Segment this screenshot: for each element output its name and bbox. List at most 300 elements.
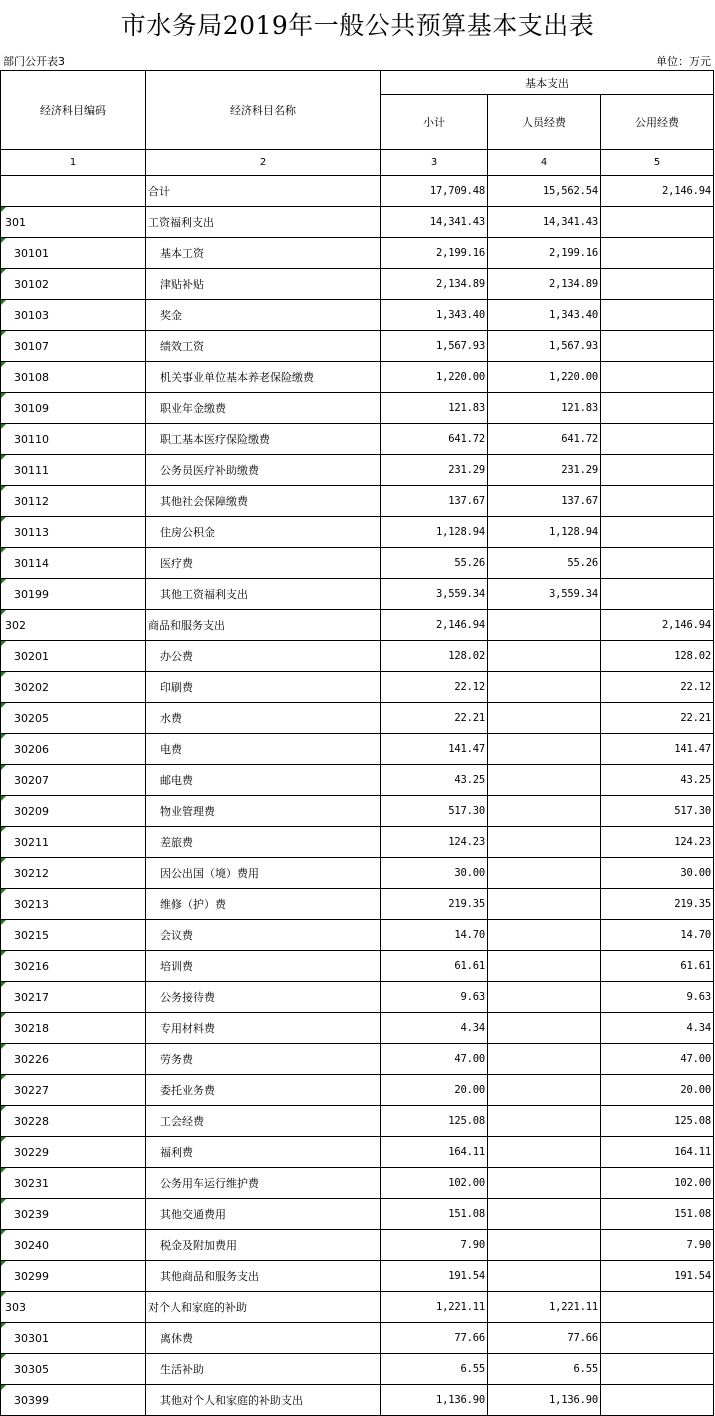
account-name-cell bbox=[146, 827, 381, 858]
account-code-cell bbox=[1, 1230, 146, 1261]
public-cell bbox=[601, 734, 714, 765]
account-code-cell-text: 30209 bbox=[14, 804, 49, 818]
public-cell bbox=[601, 610, 714, 641]
account-name-cell bbox=[146, 362, 381, 393]
account-name-cell bbox=[146, 1106, 381, 1137]
account-name-cell-text: 维修（护）费 bbox=[160, 898, 226, 911]
account-name-cell bbox=[146, 548, 381, 579]
cell-marker-icon bbox=[1, 1261, 6, 1266]
account-code-cell-text: 30218 bbox=[14, 1021, 49, 1035]
subtotal-cell-text: 141.47 bbox=[448, 743, 485, 755]
account-code-cell bbox=[1, 548, 146, 579]
account-code-cell-text: 30103 bbox=[14, 308, 49, 322]
subtotal-cell-text: 47.00 bbox=[454, 1053, 485, 1065]
public-cell-text: 151.08 bbox=[674, 1208, 711, 1220]
personnel-cell bbox=[488, 455, 601, 486]
subtotal-cell-text: 61.61 bbox=[454, 960, 485, 972]
account-code-cell-text: 30111 bbox=[14, 463, 49, 477]
col-index-5: 5 bbox=[601, 150, 714, 176]
account-code-cell-text: 30113 bbox=[14, 525, 49, 539]
account-code-cell bbox=[1, 796, 146, 827]
cell-marker-icon bbox=[1, 641, 6, 646]
page-title: 市水务局2019年一般公共预算基本支出表 bbox=[120, 11, 595, 40]
cell-marker-icon bbox=[1, 269, 6, 274]
table-row bbox=[1, 827, 714, 858]
public-cell-text: 517.30 bbox=[674, 805, 711, 817]
subtotal-cell bbox=[381, 362, 488, 393]
account-name-cell-text: 对个人和家庭的补助 bbox=[148, 1301, 247, 1314]
personnel-cell bbox=[488, 424, 601, 455]
personnel-cell bbox=[488, 672, 601, 703]
personnel-cell-text: 641.72 bbox=[561, 433, 598, 445]
account-name-cell bbox=[146, 951, 381, 982]
personnel-cell bbox=[488, 1044, 601, 1075]
table-row bbox=[1, 1199, 714, 1230]
account-code-cell-text: 30229 bbox=[14, 1145, 49, 1159]
account-code-cell-text: 302 bbox=[5, 618, 26, 632]
public-cell-text: 61.61 bbox=[680, 960, 711, 972]
subtotal-cell bbox=[381, 610, 488, 641]
account-name-cell-text: 生活补助 bbox=[160, 1363, 204, 1376]
table-row bbox=[1, 362, 714, 393]
account-name-cell bbox=[146, 1137, 381, 1168]
public-cell bbox=[601, 238, 714, 269]
personnel-cell-text: 1,128.94 bbox=[549, 526, 598, 538]
account-code-cell bbox=[1, 1385, 146, 1416]
table-row bbox=[1, 1230, 714, 1261]
cell-marker-icon bbox=[1, 331, 6, 336]
public-cell-text: 141.47 bbox=[674, 743, 711, 755]
account-name-cell-text: 公务用车运行维护费 bbox=[160, 1177, 259, 1190]
public-cell bbox=[601, 1137, 714, 1168]
table-row bbox=[1, 1385, 714, 1416]
personnel-cell bbox=[488, 238, 601, 269]
subtotal-cell-text: 30.00 bbox=[454, 867, 485, 879]
cell-marker-icon bbox=[1, 1385, 6, 1390]
subtotal-cell bbox=[381, 951, 488, 982]
cell-marker-icon bbox=[1, 796, 6, 801]
personnel-cell bbox=[488, 1199, 601, 1230]
table-row bbox=[1, 548, 714, 579]
account-code-cell-text: 30102 bbox=[14, 277, 49, 291]
subtotal-cell bbox=[381, 920, 488, 951]
cell-marker-icon bbox=[1, 1230, 6, 1235]
subtotal-cell bbox=[381, 1354, 488, 1385]
account-code-cell bbox=[1, 951, 146, 982]
subtotal-cell-text: 1,567.93 bbox=[436, 340, 485, 352]
public-cell-text: 128.02 bbox=[674, 650, 711, 662]
subtotal-cell-text: 14.70 bbox=[454, 929, 485, 941]
account-code-cell bbox=[1, 672, 146, 703]
subtotal-cell-text: 2,146.94 bbox=[436, 619, 485, 631]
account-code-cell-text: 30201 bbox=[14, 649, 49, 663]
personnel-cell bbox=[488, 207, 601, 238]
personnel-cell bbox=[488, 1075, 601, 1106]
account-name-cell-text: 商品和服务支出 bbox=[148, 619, 225, 632]
personnel-cell bbox=[488, 486, 601, 517]
public-cell-text: 124.23 bbox=[674, 836, 711, 848]
cell-marker-icon bbox=[1, 1013, 6, 1018]
personnel-cell-text: 1,343.40 bbox=[549, 309, 598, 321]
account-name-cell-text: 职业年金缴费 bbox=[160, 402, 226, 415]
public-cell bbox=[601, 1230, 714, 1261]
subtotal-cell bbox=[381, 1137, 488, 1168]
personnel-cell bbox=[488, 1013, 601, 1044]
table-row bbox=[1, 951, 714, 982]
header-row-1 bbox=[1, 71, 714, 95]
subtotal-cell bbox=[381, 455, 488, 486]
account-code-cell-text: 30211 bbox=[14, 835, 49, 849]
account-code-cell bbox=[1, 858, 146, 889]
account-code-cell bbox=[1, 486, 146, 517]
public-cell bbox=[601, 455, 714, 486]
account-name-cell-text: 机关事业单位基本养老保险缴费 bbox=[160, 371, 314, 384]
subtotal-cell bbox=[381, 1199, 488, 1230]
account-code-cell-text: 30199 bbox=[14, 587, 49, 601]
public-cell bbox=[601, 269, 714, 300]
account-name-cell bbox=[146, 300, 381, 331]
public-cell-text: 30.00 bbox=[680, 867, 711, 879]
account-code-cell-text: 30114 bbox=[14, 556, 49, 570]
account-code-cell-text: 30207 bbox=[14, 773, 49, 787]
account-code-cell bbox=[1, 1168, 146, 1199]
subtotal-cell-text: 4.34 bbox=[460, 1022, 485, 1034]
account-name-cell bbox=[146, 1354, 381, 1385]
account-name-cell-text: 住房公积金 bbox=[160, 526, 215, 539]
budget-table bbox=[0, 70, 714, 1416]
public-cell bbox=[601, 424, 714, 455]
account-name-cell-text: 其他商品和服务支出 bbox=[160, 1270, 259, 1283]
account-name-cell-text: 绩效工资 bbox=[160, 340, 204, 353]
cell-marker-icon bbox=[1, 982, 6, 987]
account-name-cell-text: 差旅费 bbox=[160, 836, 193, 849]
table-row bbox=[1, 1075, 714, 1106]
account-code-cell bbox=[1, 238, 146, 269]
col-index-3: 3 bbox=[381, 150, 488, 176]
subtotal-cell-text: 1,128.94 bbox=[436, 526, 485, 538]
account-code-cell-text: 30399 bbox=[14, 1393, 49, 1407]
account-code-cell-text: 301 bbox=[5, 215, 26, 229]
public-cell bbox=[601, 672, 714, 703]
personnel-cell bbox=[488, 641, 601, 672]
account-name-cell-text: 基本工资 bbox=[160, 247, 204, 260]
public-cell-text: 4.34 bbox=[686, 1022, 711, 1034]
account-name-cell bbox=[146, 331, 381, 362]
personnel-cell-text: 14,341.43 bbox=[542, 216, 598, 228]
account-name-cell-text: 劳务费 bbox=[160, 1053, 193, 1066]
col-index-2: 2 bbox=[146, 150, 381, 176]
account-name-cell bbox=[146, 641, 381, 672]
cell-marker-icon bbox=[1, 827, 6, 832]
cell-marker-icon bbox=[1, 858, 6, 863]
account-code-cell bbox=[1, 331, 146, 362]
subtotal-cell-text: 2,199.16 bbox=[436, 247, 485, 259]
cell-marker-icon bbox=[1, 238, 6, 243]
personnel-cell bbox=[488, 1292, 601, 1323]
personnel-cell bbox=[488, 1323, 601, 1354]
subtotal-cell bbox=[381, 889, 488, 920]
subtotal-cell bbox=[381, 1292, 488, 1323]
account-code-cell bbox=[1, 1013, 146, 1044]
public-cell bbox=[601, 827, 714, 858]
subtotal-cell-text: 20.00 bbox=[454, 1084, 485, 1096]
subtotal-cell-text: 164.11 bbox=[448, 1146, 485, 1158]
account-code-cell bbox=[1, 517, 146, 548]
subtotal-cell bbox=[381, 1168, 488, 1199]
subtotal-cell-text: 2,134.89 bbox=[436, 278, 485, 290]
header-public: 公用经费 bbox=[601, 95, 714, 150]
personnel-cell bbox=[488, 1168, 601, 1199]
public-cell-text: 219.35 bbox=[674, 898, 711, 910]
public-cell-text: 22.12 bbox=[680, 681, 711, 693]
public-cell bbox=[601, 1385, 714, 1416]
account-name-cell bbox=[146, 238, 381, 269]
subtotal-cell bbox=[381, 703, 488, 734]
account-name-cell-text: 物业管理费 bbox=[160, 805, 215, 818]
public-cell bbox=[601, 579, 714, 610]
public-cell-text: 191.54 bbox=[674, 1270, 711, 1282]
account-code-cell bbox=[1, 424, 146, 455]
cell-marker-icon bbox=[1, 1168, 6, 1173]
account-name-cell-text: 奖金 bbox=[160, 309, 182, 322]
table-row bbox=[1, 517, 714, 548]
account-code-cell-text: 30217 bbox=[14, 990, 49, 1004]
cell-marker-icon bbox=[1, 610, 6, 615]
personnel-cell bbox=[488, 796, 601, 827]
col-index-4: 4 bbox=[488, 150, 601, 176]
account-name-cell bbox=[146, 1199, 381, 1230]
subtotal-cell-text: 191.54 bbox=[448, 1270, 485, 1282]
public-cell bbox=[601, 889, 714, 920]
public-cell bbox=[601, 1044, 714, 1075]
subtotal-cell-text: 7.90 bbox=[460, 1239, 485, 1251]
account-code-cell-text: 30109 bbox=[14, 401, 49, 415]
subtotal-cell bbox=[381, 1013, 488, 1044]
cell-marker-icon bbox=[1, 393, 6, 398]
cell-marker-icon bbox=[1, 548, 6, 553]
account-name-cell-text: 印刷费 bbox=[160, 681, 193, 694]
personnel-cell bbox=[488, 858, 601, 889]
subtotal-cell-text: 128.02 bbox=[448, 650, 485, 662]
account-name-cell-text: 福利费 bbox=[160, 1146, 193, 1159]
personnel-cell bbox=[488, 1261, 601, 1292]
total-row bbox=[1, 176, 714, 207]
subtotal-cell-text: 3,559.34 bbox=[436, 588, 485, 600]
public-cell-text: 9.63 bbox=[686, 991, 711, 1003]
account-code-cell-text: 30107 bbox=[14, 339, 49, 353]
account-name-cell bbox=[146, 207, 381, 238]
account-name-cell bbox=[146, 920, 381, 951]
cell-marker-icon bbox=[1, 1323, 6, 1328]
cell-marker-icon bbox=[1, 1137, 6, 1142]
subtotal-cell bbox=[381, 672, 488, 703]
personnel-cell bbox=[488, 269, 601, 300]
public-cell bbox=[601, 486, 714, 517]
account-code-cell-text: 30212 bbox=[14, 866, 49, 880]
account-name-cell bbox=[146, 269, 381, 300]
account-code-cell bbox=[1, 207, 146, 238]
table-row bbox=[1, 703, 714, 734]
table-row bbox=[1, 858, 714, 889]
public-cell-text: 2,146.94 bbox=[662, 619, 711, 631]
cell-marker-icon bbox=[1, 207, 6, 212]
personnel-cell bbox=[488, 827, 601, 858]
account-code-cell bbox=[1, 703, 146, 734]
table-row bbox=[1, 641, 714, 672]
form-label: 部门公开表3 bbox=[3, 55, 65, 68]
account-code-cell bbox=[1, 641, 146, 672]
account-code-cell bbox=[1, 1323, 146, 1354]
subtotal-cell-text: 6.55 bbox=[460, 1363, 485, 1375]
table-row bbox=[1, 1261, 714, 1292]
cell-marker-icon bbox=[1, 1075, 6, 1080]
subtotal-cell bbox=[381, 1044, 488, 1075]
cell-marker-icon bbox=[1, 1354, 6, 1359]
account-code-cell bbox=[1, 1261, 146, 1292]
subtotal-cell bbox=[381, 269, 488, 300]
personnel-cell bbox=[488, 393, 601, 424]
personnel-cell-text: 77.66 bbox=[567, 1332, 598, 1344]
cell-marker-icon bbox=[1, 1106, 6, 1111]
table-row bbox=[1, 424, 714, 455]
account-code-cell bbox=[1, 1044, 146, 1075]
subtotal-cell-text: 55.26 bbox=[454, 557, 485, 569]
personnel-cell bbox=[488, 517, 601, 548]
cell-marker-icon bbox=[1, 1199, 6, 1204]
personnel-cell-text: 3,559.34 bbox=[549, 588, 598, 600]
account-name-cell bbox=[146, 393, 381, 424]
personnel-cell-text: 1,220.00 bbox=[549, 371, 598, 383]
personnel-cell bbox=[488, 703, 601, 734]
subtotal-cell-text: 125.08 bbox=[448, 1115, 485, 1127]
public-cell bbox=[601, 1106, 714, 1137]
personnel-cell bbox=[488, 889, 601, 920]
account-name-cell-text: 公务员医疗补助缴费 bbox=[160, 464, 259, 477]
account-name-cell bbox=[146, 765, 381, 796]
header-personnel: 人员经费 bbox=[488, 95, 601, 150]
account-name-cell-text: 其他社会保障缴费 bbox=[160, 495, 248, 508]
account-code-cell-text: 30112 bbox=[14, 494, 49, 508]
account-code-cell-text: 30240 bbox=[14, 1238, 49, 1252]
subtotal-cell-text: 1,343.40 bbox=[436, 309, 485, 321]
col-index-1: 1 bbox=[1, 150, 146, 176]
cell-marker-icon bbox=[1, 672, 6, 677]
total-code bbox=[1, 176, 146, 207]
subtotal-cell-text: 219.35 bbox=[448, 898, 485, 910]
subtotal-cell bbox=[381, 300, 488, 331]
cell-marker-icon bbox=[1, 362, 6, 367]
public-cell bbox=[601, 1075, 714, 1106]
personnel-cell bbox=[488, 1230, 601, 1261]
account-name-cell-text: 会议费 bbox=[160, 929, 193, 942]
account-name-cell-text: 其他工资福利支出 bbox=[160, 588, 248, 601]
table-row bbox=[1, 1137, 714, 1168]
account-code-cell bbox=[1, 362, 146, 393]
cell-marker-icon bbox=[1, 703, 6, 708]
account-name-cell bbox=[146, 1168, 381, 1199]
public-cell bbox=[601, 1013, 714, 1044]
public-cell bbox=[601, 300, 714, 331]
account-code-cell bbox=[1, 1354, 146, 1385]
account-code-cell-text: 30202 bbox=[14, 680, 49, 694]
account-name-cell bbox=[146, 1261, 381, 1292]
table-row bbox=[1, 1354, 714, 1385]
personnel-cell bbox=[488, 765, 601, 796]
subtotal-cell-text: 43.25 bbox=[454, 774, 485, 786]
account-code-cell bbox=[1, 1292, 146, 1323]
subtotal-cell-text: 641.72 bbox=[448, 433, 485, 445]
personnel-cell bbox=[488, 1106, 601, 1137]
account-name-cell-text: 委托业务费 bbox=[160, 1084, 215, 1097]
account-code-cell-text: 30299 bbox=[14, 1269, 49, 1283]
subtotal-cell bbox=[381, 207, 488, 238]
public-cell bbox=[601, 765, 714, 796]
account-code-cell bbox=[1, 982, 146, 1013]
unit-label: 单位：万元 bbox=[656, 55, 711, 68]
account-code-cell-text: 30215 bbox=[14, 928, 49, 942]
table-row bbox=[1, 393, 714, 424]
subtotal-cell-text: 14,341.43 bbox=[429, 216, 485, 228]
personnel-cell-text: 1,567.93 bbox=[549, 340, 598, 352]
table-row bbox=[1, 796, 714, 827]
public-cell bbox=[601, 1292, 714, 1323]
subtotal-cell bbox=[381, 827, 488, 858]
table-row bbox=[1, 982, 714, 1013]
personnel-cell bbox=[488, 579, 601, 610]
account-name-cell-text: 其他交通费用 bbox=[160, 1208, 226, 1221]
table-row bbox=[1, 579, 714, 610]
public-cell bbox=[601, 362, 714, 393]
account-code-cell bbox=[1, 765, 146, 796]
subtotal-cell bbox=[381, 1261, 488, 1292]
subtotal-cell-text: 22.21 bbox=[454, 712, 485, 724]
table-row bbox=[1, 207, 714, 238]
account-name-cell bbox=[146, 1292, 381, 1323]
personnel-cell bbox=[488, 548, 601, 579]
account-code-cell-text: 30216 bbox=[14, 959, 49, 973]
subtotal-cell-text: 151.08 bbox=[448, 1208, 485, 1220]
account-name-cell-text: 离休费 bbox=[160, 1332, 193, 1345]
account-code-cell bbox=[1, 269, 146, 300]
subtotal-cell bbox=[381, 641, 488, 672]
subtotal-cell-text: 124.23 bbox=[448, 836, 485, 848]
subtotal-cell bbox=[381, 579, 488, 610]
subtotal-cell bbox=[381, 486, 488, 517]
table-row bbox=[1, 734, 714, 765]
table-row bbox=[1, 610, 714, 641]
account-code-cell bbox=[1, 920, 146, 951]
header-subtotal: 小计 bbox=[381, 95, 488, 150]
account-name-cell-text: 医疗费 bbox=[160, 557, 193, 570]
public-cell-text: 47.00 bbox=[680, 1053, 711, 1065]
account-code-cell bbox=[1, 610, 146, 641]
table-row bbox=[1, 1106, 714, 1137]
account-name-cell bbox=[146, 455, 381, 486]
account-name-cell-text: 专用材料费 bbox=[160, 1022, 215, 1035]
personnel-cell bbox=[488, 1137, 601, 1168]
account-code-cell bbox=[1, 579, 146, 610]
public-cell bbox=[601, 1199, 714, 1230]
subtotal-cell bbox=[381, 765, 488, 796]
account-code-cell-text: 30110 bbox=[14, 432, 49, 446]
subtotal-cell bbox=[381, 424, 488, 455]
personnel-cell bbox=[488, 1385, 601, 1416]
account-code-cell-text: 30227 bbox=[14, 1083, 49, 1097]
account-name-cell-text: 工资福利支出 bbox=[148, 216, 214, 229]
subtotal-cell bbox=[381, 1106, 488, 1137]
cell-marker-icon bbox=[1, 889, 6, 894]
account-name-cell-text: 因公出国（境）费用 bbox=[160, 867, 259, 880]
